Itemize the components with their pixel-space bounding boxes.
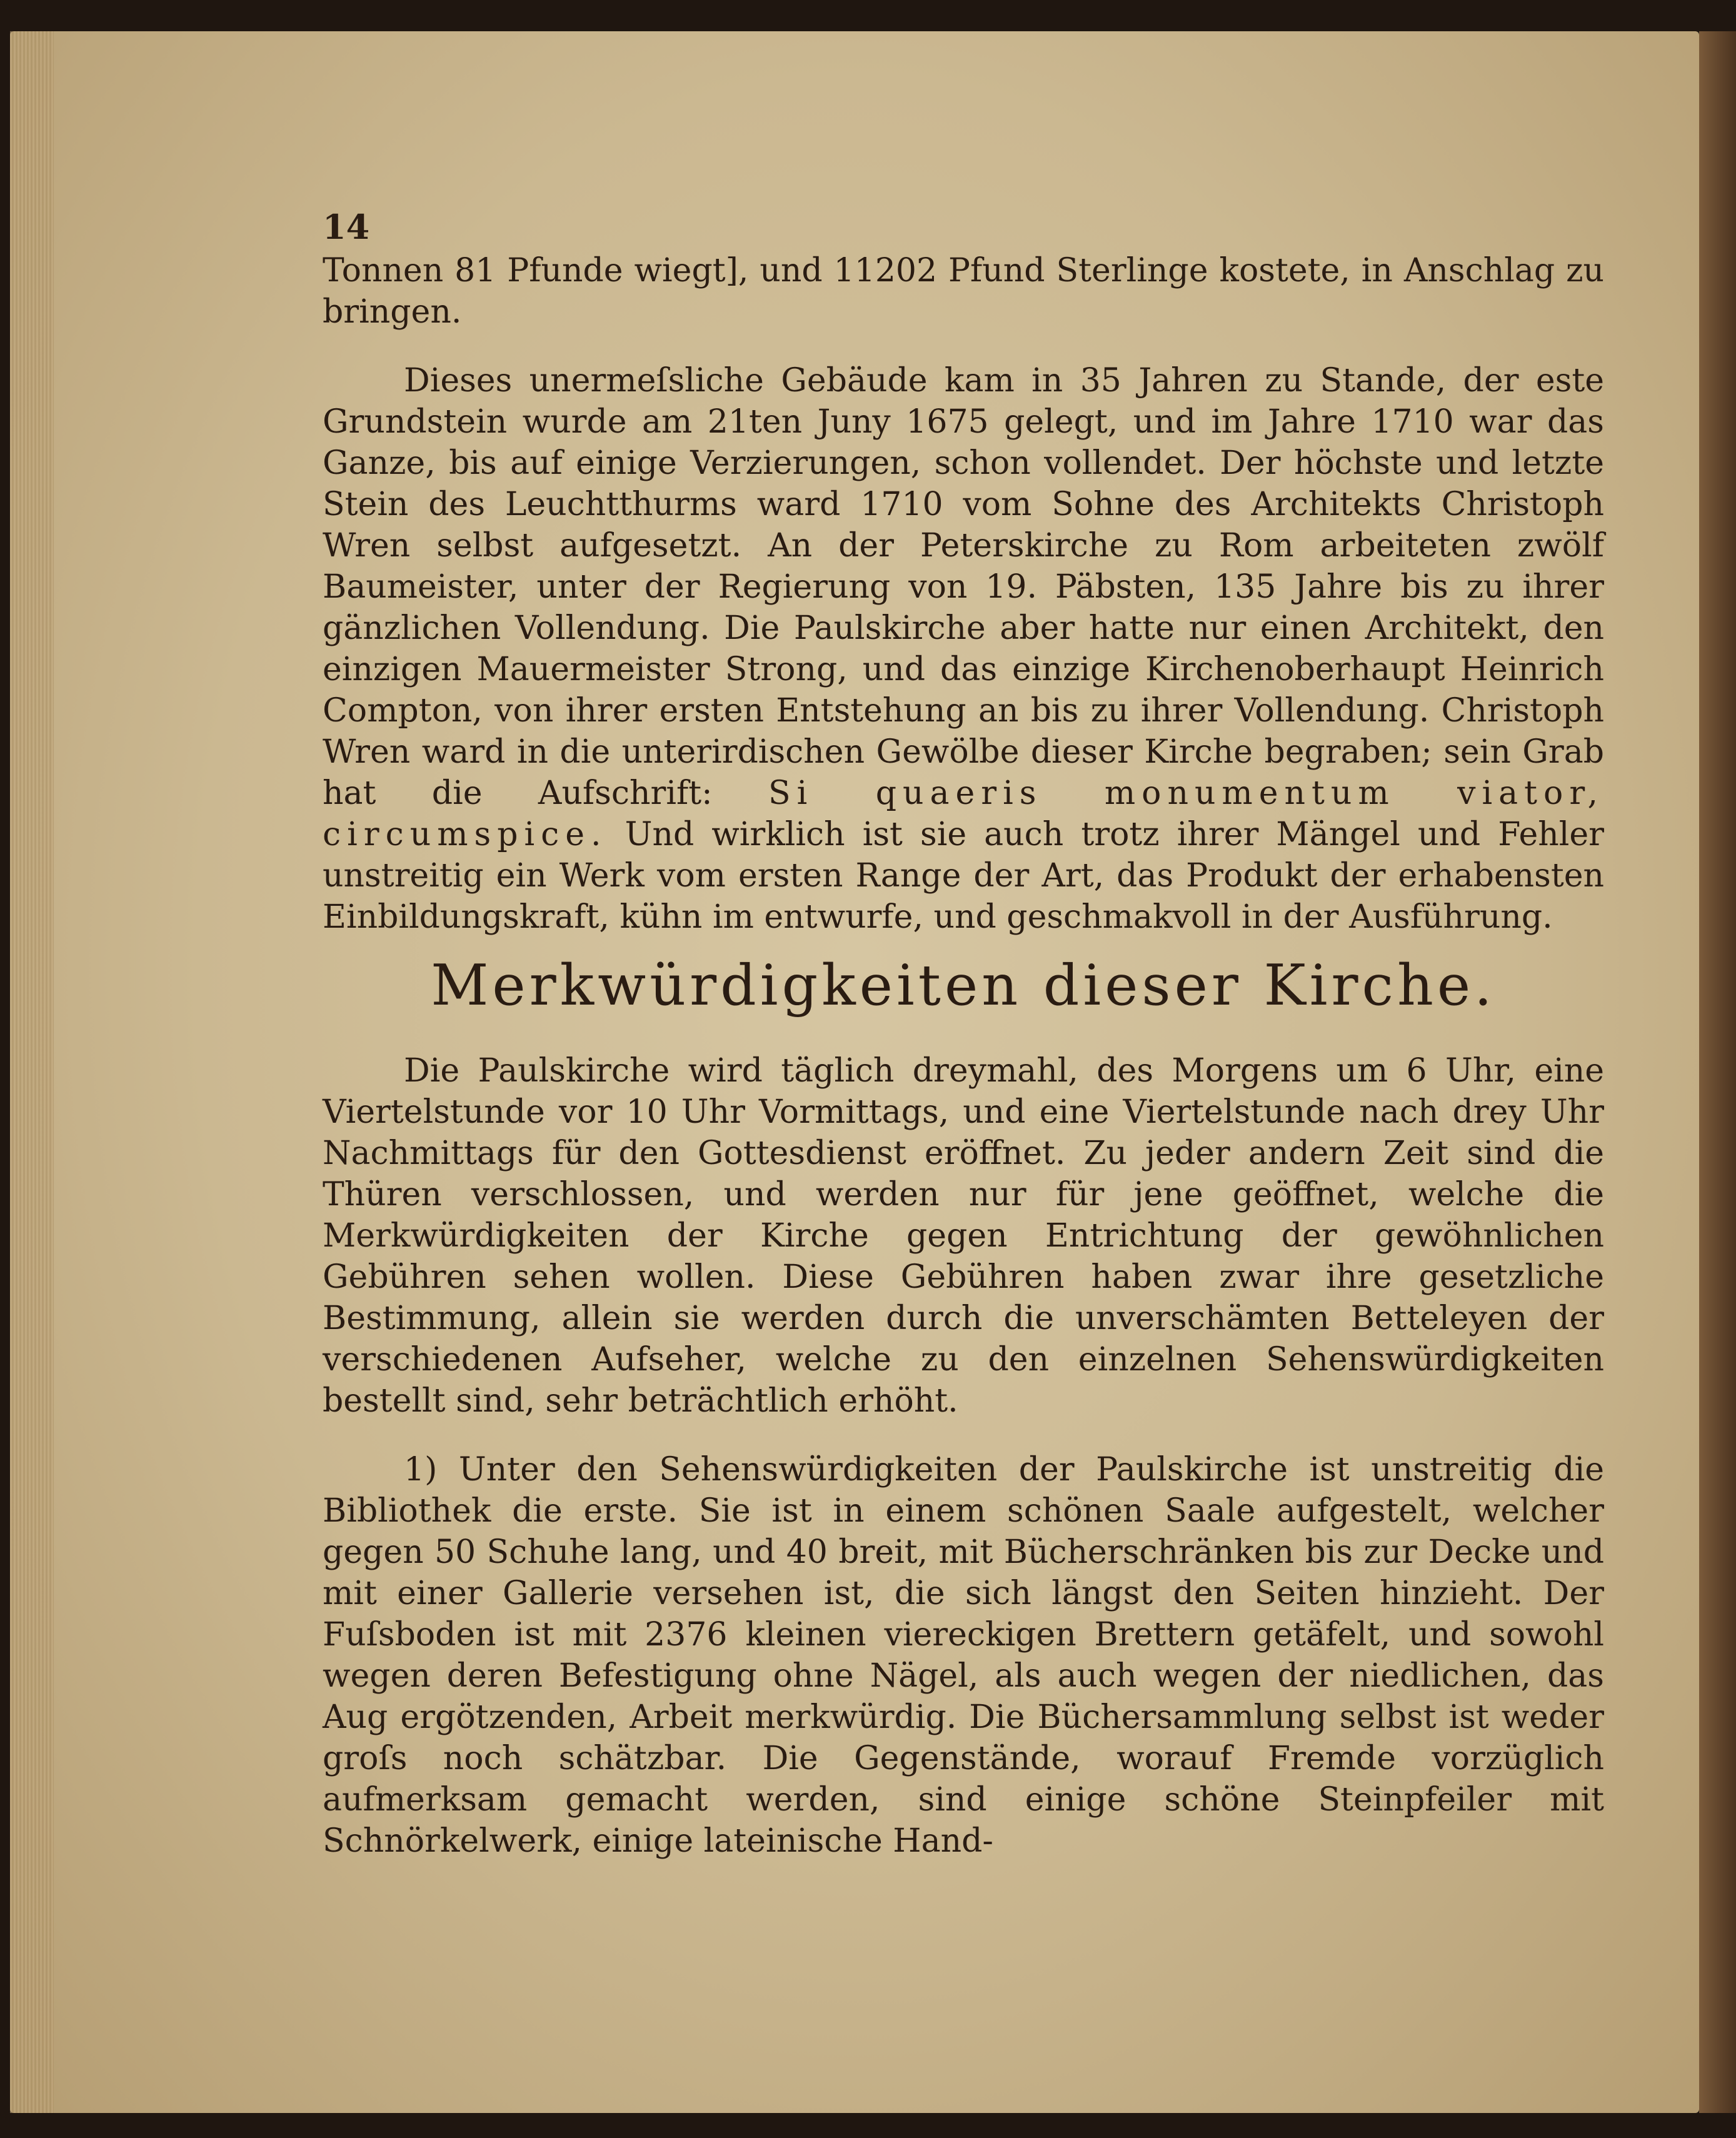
book-binding [1699, 31, 1736, 2113]
page-number: 14 [323, 207, 370, 247]
paragraph-2-end: Und wirklich ist sie auch trotz ihrer Mängel und Fehler unstreitig ein Werk vom ersten Range der Art, das Produkt der erhabensten Einbildungskraft, kühn im entwurfe, und geschmakvoll in der Ausführung. [323, 816, 1604, 936]
page-content [323, 206, 1604, 1889]
page-fore-edge [10, 31, 54, 2113]
paragraph-3: Die Paulskirche wird täglich dreymahl, des Morgens um 6 Uhr, eine Viertelstunde vor 10 Uhr Vormittags, und eine Viertelstunde nach drey Uhr Nachmittags für den Gottesdienst eröffnet. Zu jeder andern Zeit sind die Thüren verschlossen, und werden nur für jene geöffnet, welche die Merkwürdigkeiten der Kirche gegen Entrichtung der gewöhnlichen Gebühren sehen wollen. Diese Gebühren haben zwar ihre gesetzliche Bestimmung, allein sie werden durch die unverschämten Betteleyen der verschiedenen Aufseher, welche zu den einzelnen Sehenswürdigkeiten bestellt sind, sehr beträchtlich erhöht. [323, 1052, 1604, 1420]
paragraph-1: Tonnen 81 Pfunde wiegt], und 11202 Pfund Sterlinge kostete, in Anschlag zu bringen. [323, 252, 1604, 331]
section-heading: Merkwürdigkeiten dieser Kirche. [431, 953, 1496, 1018]
paragraph-2 [323, 360, 1604, 938]
book-page [10, 31, 1699, 2113]
paragraph-4: 1) Unter den Sehenswürdigkeiten der Paulskirche ist unstreitig die Bibliothek die erste. Sie ist in einem schönen Saale aufgestelt, welcher gegen 50 Schuhe lang, und 40 breit, mit Bücherschränken bis zur Decke und mit einer Gallerie versehen ist, die sich längst den Seiten hinzieht. Der Fuſsboden ist mit 2376 kleinen viereckigen Brettern getäfelt, und sowohl wegen deren Befestigung ohne Nägel, als auch wegen der niedlichen, das Aug ergötzenden, Arbeit merkwürdig. Die Büchersammlung selbst ist weder groſs noch schätzbar. Die Gegenstände, worauf Fremde vorzüglich aufmerksam gemacht werden, sind einige schöne Steinpfeiler mit Schnörkelwerk, einige lateinische Hand- [323, 1451, 1604, 1860]
paragraph-2-text: Dieses unermeſsliche Gebäude kam in 35 Jahren zu Stande, der este Grundstein wurde am 21ten Juny 1675 gelegt, und im Jahre 1710 war das Ganze, bis auf einige Verzierungen, schon vollendet. Der höchste und letzte Stein des Leuchtthurms ward 1710 vom Sohne des Architekts Christoph Wren selbst aufgesetzt. An der Peterskirche zu Rom arbeiteten zwölf Baumeister, unter der Regierung von 19. Päbsten, 135 Jahre bis zu ihrer gänzlichen Vollendung. Die Paulskirche aber hatte nur einen Architekt, den einzigen Mauermeister Strong, und das einzige Kirchenoberhaupt Heinrich Compton, von ihrer ersten Entstehung an bis zu ihrer Vollendung. Christoph Wren ward in die unterirdischen Gewölbe dieser Kirche begraben; sein Grab hat die Aufschrift: [323, 362, 1604, 812]
latin-inscription: Si quaeris monumentum viator, circumspice. [323, 775, 1604, 853]
